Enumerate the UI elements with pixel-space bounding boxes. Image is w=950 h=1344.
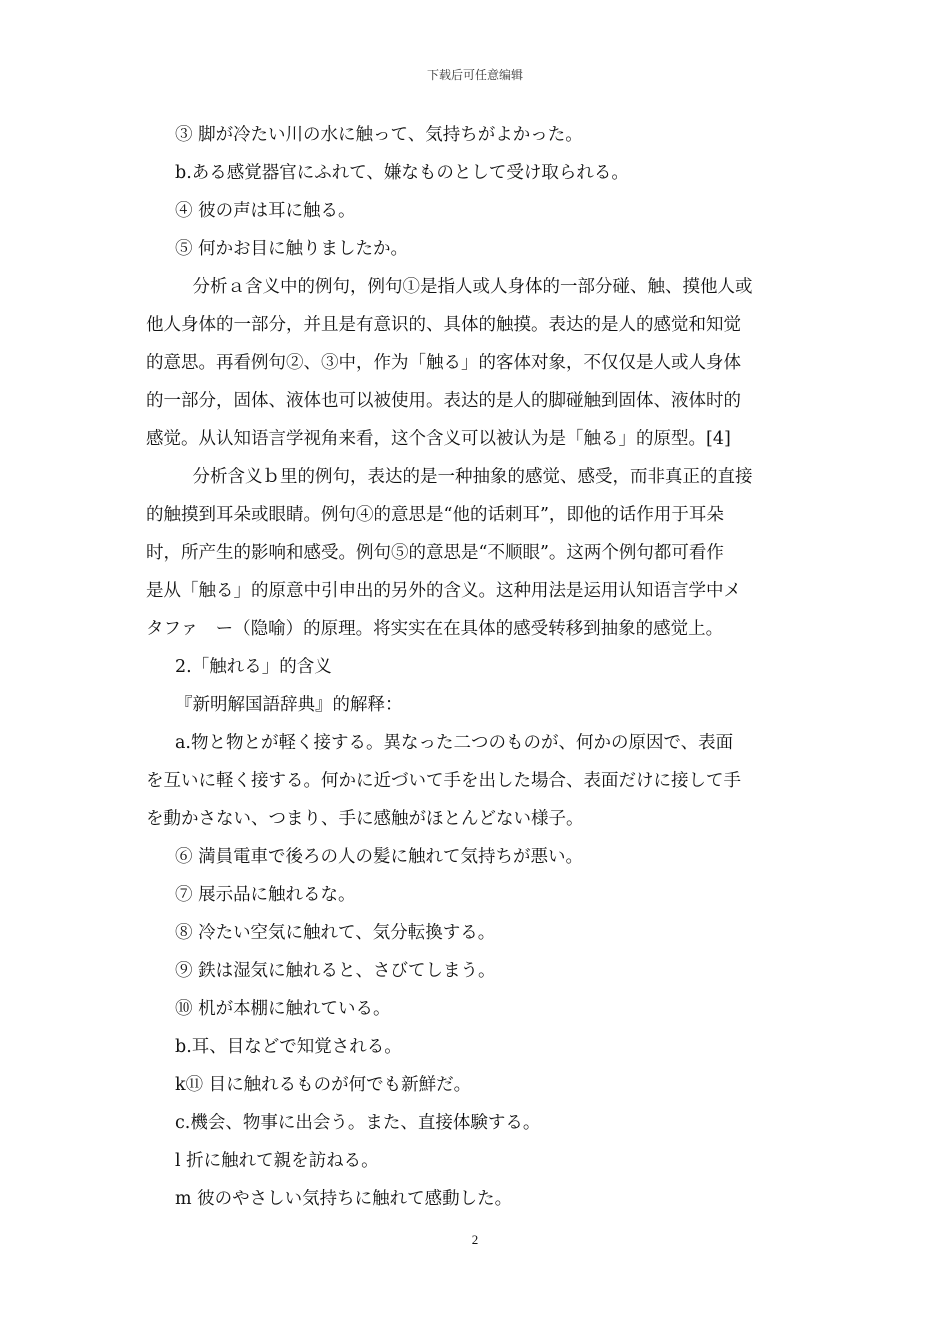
text-line: ⑧ 冷たい空気に触れて、気分転換する。	[175, 923, 496, 943]
text-line: 『新明解国語辞典』的解释：	[175, 695, 403, 715]
text-line: k⑪ 目に触れるものが何でも新鮮だ。	[175, 1075, 472, 1095]
text-line: 时，所产生的影响和感受。例句⑤的意思是“不顺眼”。这两个例句都可看作	[146, 543, 724, 563]
text-line: を動かさない、つまり、手に感触がほとんどない様子。	[146, 809, 584, 829]
text-line: ⑥ 満員電車で後ろの人の髪に触れて気持ちが悪い。	[175, 847, 584, 867]
text-line: b.ある感覚器官にふれて、嫌なものとして受け取られる。	[175, 163, 629, 183]
text-line: 感觉。从认知语言学视角来看，这个含义可以被认为是「触る」的原型。[4]	[146, 429, 731, 449]
text-line: c.機会、物事に出会う。また、直接体験する。	[175, 1113, 541, 1133]
text-line: ⑤ 何かお目に触りましたか。	[175, 239, 409, 259]
text-line: 他人身体的一部分，并且是有意识的、具体的触摸。表达的是人的感觉和知觉	[146, 315, 741, 335]
text-line: ③ 脚が冷たい川の水に触って、気持ちがよかった。	[175, 125, 583, 145]
text-line: ⑩ 机が本棚に触れている。	[175, 999, 391, 1019]
text-line: ④ 彼の声は耳に触る。	[175, 201, 356, 221]
text-line: ⑨ 鉄は湿気に触れると、さびてしまう。	[175, 961, 496, 981]
text-line: 是从「触る」的原意中引申出的另外的含义。这种用法是运用认知语言学中メ	[146, 581, 741, 601]
text-line: m 彼のやさしい気持ちに触れて感動した。	[175, 1189, 513, 1209]
text-line: 的一部分，固体、液体也可以被使用。表达的是人的脚碰触到固体、液体时的	[146, 391, 741, 411]
text-line: a.物と物とが軽く接する。異なった二つのものが、何かの原因で、表面	[175, 733, 734, 753]
page-number: 2	[471, 1232, 479, 1247]
text-line: 分析ａ含义中的例句，例句①是指人或人身体的一部分碰、触、摸他人或	[175, 277, 753, 297]
text-line: 的意思。再看例句②、③中，作为「触る」的客体对象，不仅仅是人或人身体	[146, 353, 741, 373]
text-line: l 折に触れて親を訪ねる。	[175, 1151, 379, 1171]
text-line: 的触摸到耳朵或眼睛。例句④的意思是“他的话刺耳”，即他的话作用于耳朵	[146, 505, 724, 525]
text-line: b.耳、目などで知覚される。	[175, 1037, 402, 1057]
text-line: 分析含义ｂ里的例句，表达的是一种抽象的感觉、感受，而非真正的直接	[175, 467, 753, 487]
text-line: を互いに軽く接する。何かに近づいて手を出した場合、表面だけに接して手	[146, 771, 741, 791]
text-line: 2.「触れる」的含义	[175, 657, 332, 677]
page-header: 下载后可任意编辑	[426, 68, 523, 82]
text-line: タファ ー（隐喻）的原理。将实实在在具体的感受转移到抽象的感觉上。	[146, 619, 724, 639]
text-line: ⑦ 展示品に触れるな。	[175, 885, 356, 905]
document-body	[146, 116, 808, 1218]
